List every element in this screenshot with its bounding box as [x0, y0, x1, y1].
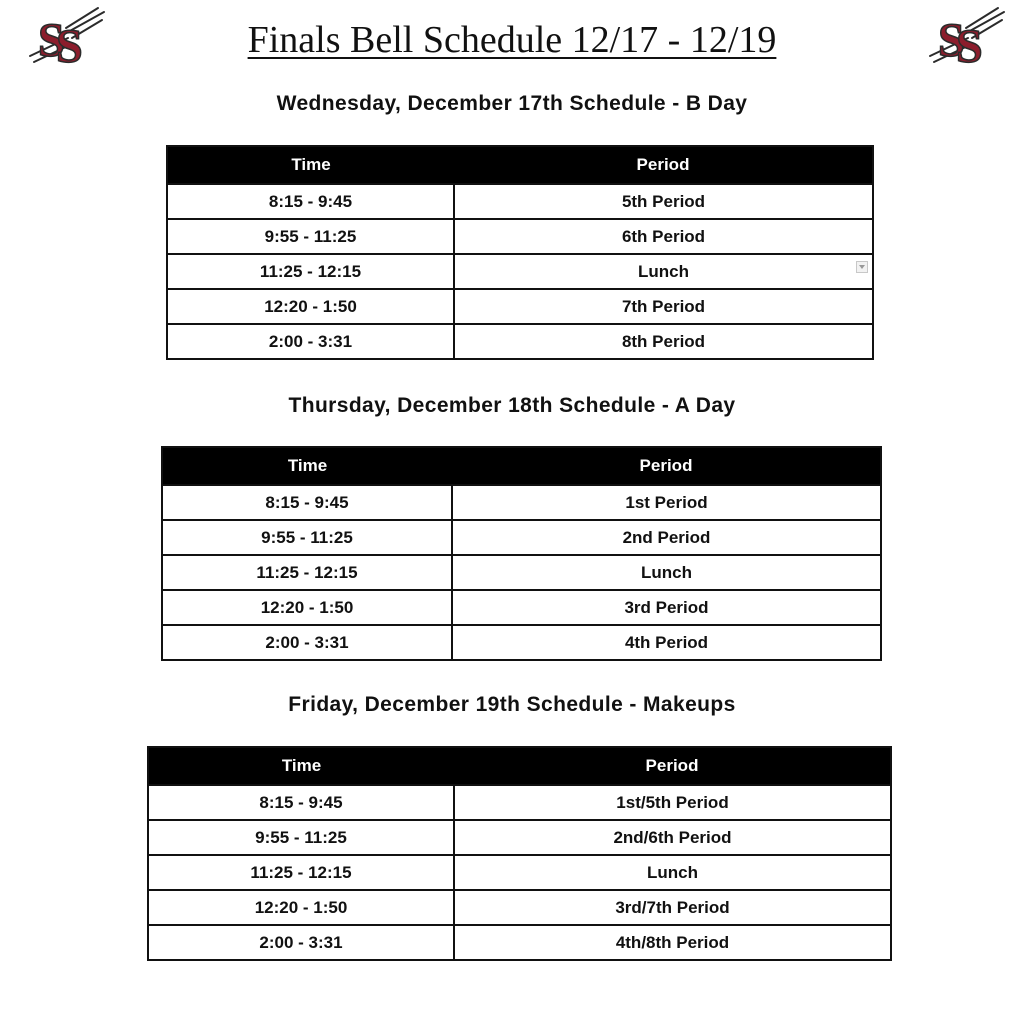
- time-cell: 8:15 - 9:45: [148, 785, 454, 820]
- friday-schedule-table: [147, 746, 892, 961]
- cell-dropdown-marker-icon[interactable]: [856, 261, 868, 273]
- table-row: [148, 925, 891, 960]
- period-cell: 1st Period: [452, 485, 881, 520]
- thursday-schedule-table: [161, 446, 882, 661]
- wednesday-heading: Wednesday, December 17th Schedule - B Day: [276, 92, 748, 115]
- time-cell: 9:55 - 11:25: [167, 219, 454, 254]
- period-cell: 1st/5th Period: [454, 785, 891, 820]
- time-cell: 12:20 - 1:50: [148, 890, 454, 925]
- time-cell: 11:25 - 12:15: [148, 855, 454, 890]
- table-row: [162, 520, 881, 555]
- table-row: [162, 625, 881, 660]
- period-column-header: Period: [452, 447, 881, 485]
- table-row: [148, 890, 891, 925]
- period-column-header: Period: [454, 146, 873, 184]
- time-cell: 2:00 - 3:31: [162, 625, 452, 660]
- period-cell: 2nd Period: [452, 520, 881, 555]
- period-cell: 4th Period: [452, 625, 881, 660]
- svg-text:S: S: [956, 20, 983, 68]
- time-cell: 12:20 - 1:50: [162, 590, 452, 625]
- table-row: [162, 590, 881, 625]
- table-row: [148, 785, 891, 820]
- table-row: [148, 820, 891, 855]
- period-cell: 4th/8th Period: [454, 925, 891, 960]
- period-cell: Lunch: [454, 855, 891, 890]
- page-title-text: Finals Bell Schedule 12/17 - 12/19: [247, 19, 777, 61]
- wednesday-schedule-table: [166, 145, 874, 360]
- table-row: [167, 289, 873, 324]
- table-row: [148, 855, 891, 890]
- time-cell: 9:55 - 11:25: [162, 520, 452, 555]
- table-row: [167, 254, 873, 289]
- table-row: [167, 324, 873, 359]
- time-cell: 2:00 - 3:31: [148, 925, 454, 960]
- period-cell: Lunch: [452, 555, 881, 590]
- time-column-header: Time: [162, 447, 452, 485]
- thursday-heading: Thursday, December 18th Schedule - A Day: [288, 394, 736, 417]
- table-row: [167, 184, 873, 219]
- svg-text:S: S: [938, 14, 965, 67]
- period-cell: 2nd/6th Period: [454, 820, 891, 855]
- time-cell: 12:20 - 1:50: [167, 289, 454, 324]
- period-cell: 8th Period: [454, 324, 873, 359]
- period-cell: 7th Period: [454, 289, 873, 324]
- period-column-header: Period: [454, 747, 891, 785]
- table-row: [167, 219, 873, 254]
- table-row: [162, 555, 881, 590]
- time-cell: 11:25 - 12:15: [167, 254, 454, 289]
- period-cell-text: Lunch: [638, 261, 689, 281]
- svg-text:S: S: [56, 20, 83, 68]
- period-cell: 5th Period: [454, 184, 873, 219]
- period-cell: 6th Period: [454, 219, 873, 254]
- time-cell: 11:25 - 12:15: [162, 555, 452, 590]
- time-cell: 9:55 - 11:25: [148, 820, 454, 855]
- page-title: [0, 14, 1024, 66]
- time-cell: 8:15 - 9:45: [167, 184, 454, 219]
- friday-heading: Friday, December 19th Schedule - Makeups: [288, 693, 736, 716]
- time-cell: 2:00 - 3:31: [167, 324, 454, 359]
- table-row: [162, 485, 881, 520]
- time-cell: 8:15 - 9:45: [162, 485, 452, 520]
- period-cell: 3rd Period: [452, 590, 881, 625]
- time-column-header: Time: [167, 146, 454, 184]
- period-cell: 3rd/7th Period: [454, 890, 891, 925]
- svg-text:S: S: [38, 14, 65, 67]
- period-cell: [454, 254, 873, 289]
- table-header-row: [162, 447, 881, 485]
- table-header-row: [167, 146, 873, 184]
- table-header-row: [148, 747, 891, 785]
- time-column-header: Time: [148, 747, 454, 785]
